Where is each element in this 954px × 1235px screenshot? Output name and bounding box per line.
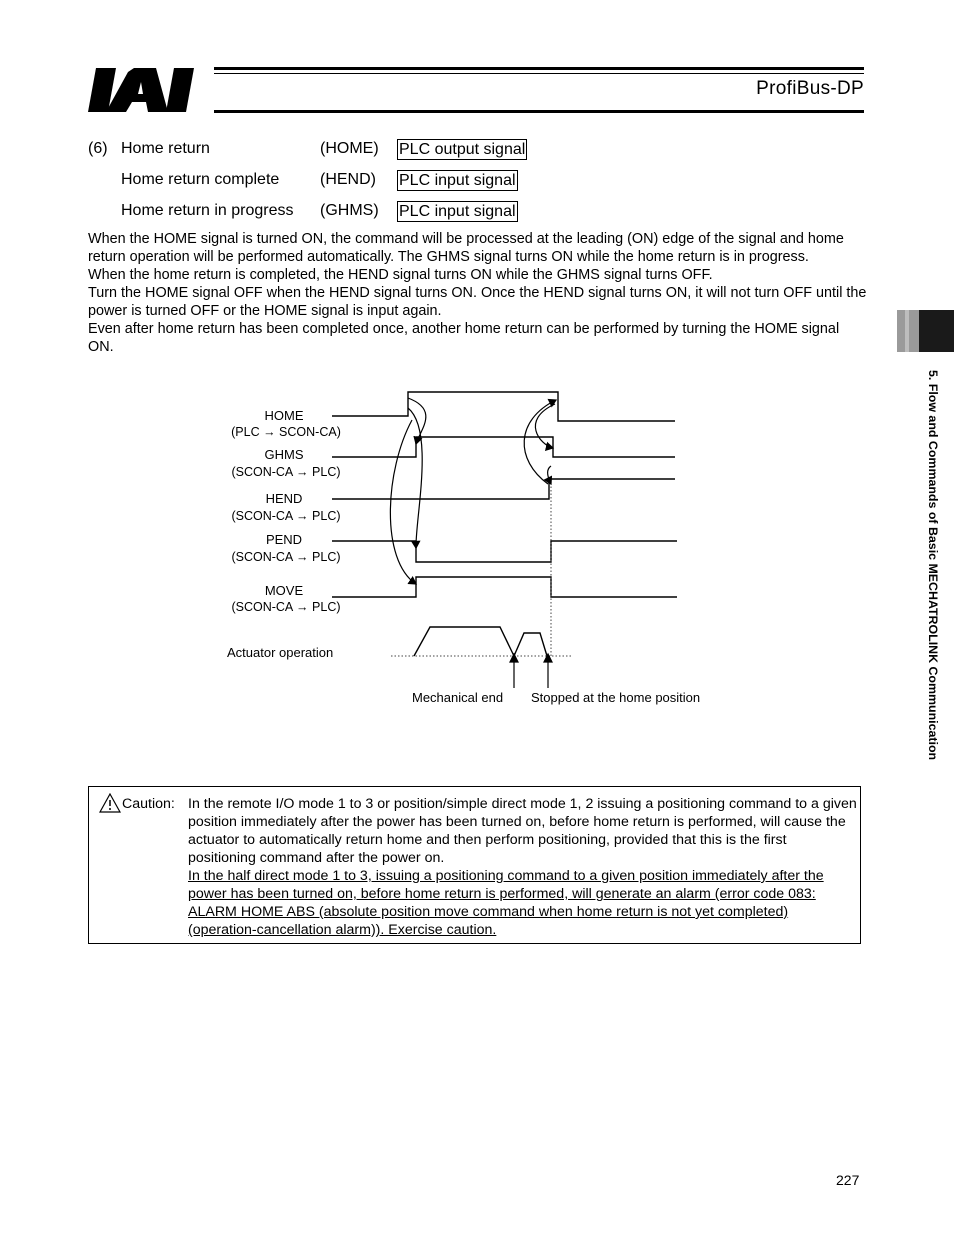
signal-name: Home return in progress (121, 202, 294, 219)
timing-chart (0, 380, 954, 720)
header-rule-top (214, 67, 864, 70)
timing-direction: (SCON-CA → PLC) (231, 600, 341, 614)
header-rule-bottom (214, 110, 864, 113)
signal-abbr: (HOME) (320, 140, 379, 157)
signal-type-box: PLC input signal (399, 172, 516, 189)
timing-direction: (SCON-CA → PLC) (231, 465, 341, 479)
page-number: 227 (836, 1172, 860, 1188)
signal-abbr: (GHMS) (320, 202, 379, 219)
chapter-side-label: 5. Flow and Commands of Basic MECHATROLINK Communication (926, 370, 940, 761)
actuator-operation-label: Actuator operation (227, 645, 334, 660)
waveform-ghms (332, 437, 675, 457)
paragraph: When the home return is completed, the HEND signal turns ON while the GHMS signal turns OFF. (88, 267, 713, 283)
caution-paragraph: In the remote I/O mode 1 to 3 or position/simple direct mode 1, 2 issuing a positioning command to a given position immediately after the power has been turned on, before home return is performed, will cause the actuator to automatically return home and then perform positioning, provided that this is the first positioning command after the power on. (188, 796, 857, 866)
warning-icon (99, 793, 121, 813)
waveform-home (332, 392, 675, 421)
chapter-tab-grey-stripe (905, 310, 909, 352)
caution-label: Caution: (122, 796, 175, 812)
paragraph: When the HOME signal is turned ON, the command will be processed at the leading (ON) edge of the signal and home return operation will be performed automatically. The GHMS signal turns ON while the home return is in progress. (88, 231, 844, 265)
waveform-actuator (414, 627, 547, 656)
mechanical-end-arrow (510, 654, 518, 662)
caution-paragraph-underlined: In the half direct mode 1 to 3, issuing a positioning command to a given position immediately after the power has been turned on, before home return is performed, will generate an alarm (error code 083: ALARM HOME ABS (absolute position move command when home return is not yet completed) (operation-cancellation alarm)). Exercise caution. (188, 868, 824, 938)
signal-abbr: (HEND) (320, 171, 376, 188)
waveform-pend (332, 541, 677, 562)
iai-logo (86, 66, 206, 114)
waveform-move (332, 577, 677, 597)
timing-direction: (SCON-CA → PLC) (231, 550, 341, 564)
paragraph: Turn the HOME signal OFF when the HEND signal turns ON. Once the HEND signal turns ON, it will not turn OFF until the power is turned OFF or the HOME signal is input again. (88, 285, 867, 319)
timing-direction: (PLC → SCON-CA) (231, 425, 341, 439)
waveform-hend (332, 479, 675, 499)
section-number: (6) (88, 140, 108, 157)
description-text (88, 230, 868, 356)
signal-name: Home return complete (121, 171, 280, 188)
signal-type-box: PLC output signal (399, 141, 526, 158)
timing-signal-home: HOME (264, 408, 304, 423)
timing-signal-hend: HEND (265, 491, 303, 506)
chapter-tab-black (919, 310, 954, 352)
arrow-hend-to-home (535, 404, 555, 448)
header-rule-mid (214, 73, 864, 74)
logo-text: IAI (86, 66, 88, 67)
header-title: ProfiBus-DP (756, 78, 864, 99)
caution-text (188, 795, 858, 939)
arrow-home-to-pend (408, 408, 422, 548)
signal-name: Home return (121, 140, 210, 157)
arrow-ghms-to-hend (548, 466, 551, 484)
timing-signal-pend: PEND (265, 532, 303, 547)
signal-type-box: PLC input signal (399, 203, 516, 220)
timing-direction: (SCON-CA → PLC) (231, 509, 341, 523)
timing-signal-move: MOVE (264, 583, 304, 598)
caution-box (88, 786, 861, 944)
arrow-hend-to-home-off (524, 400, 556, 484)
mechanical-end-label: Mechanical end (412, 690, 504, 705)
home-position-label: Stopped at the home position (531, 690, 701, 705)
arrow-home-to-move (390, 420, 416, 584)
paragraph: Even after home return has been completed once, another home return can be performed by turning the HOME signal ON. (88, 321, 840, 355)
timing-signal-ghms: GHMS (264, 447, 304, 462)
